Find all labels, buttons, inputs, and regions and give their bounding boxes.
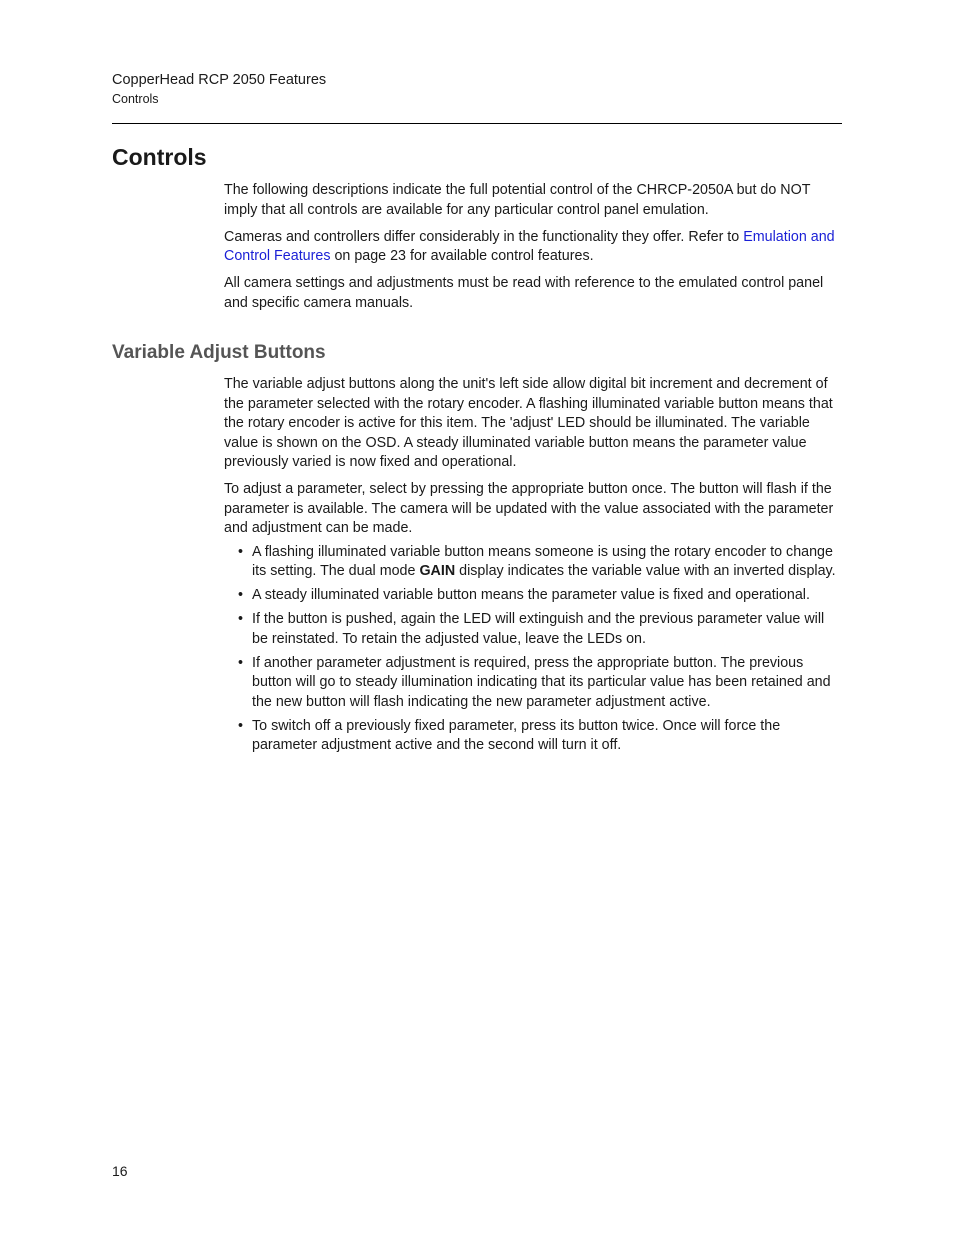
running-header-subtitle: Controls: [112, 92, 159, 106]
list-item: [224, 717, 844, 756]
header-divider: [112, 123, 842, 124]
list-item: [224, 610, 844, 649]
list-item: [224, 654, 844, 713]
bullet-text: To switch off a previously fixed parameter, press its button twice. Once will force the parameter adjustment active and the second will turn it off.: [252, 717, 781, 753]
emulation-control-features-link[interactable]: Emulation and Control Features: [224, 228, 835, 264]
reference-text-pre: Cameras and controllers differ considerably in the functionality they offer. Refer to: [224, 228, 744, 245]
page-number: 16: [112, 1163, 128, 1179]
intro-paragraph: The following descriptions indicate the full potential control of the CHRCP-2050A but do NOT imply that all controls are available for any particular control panel emulation.: [224, 182, 811, 218]
bullet-marker: •: [238, 587, 244, 603]
settings-paragraph: All camera settings and adjustments must be read with reference to the emulated control panel and specific camera manuals.: [224, 275, 824, 311]
variable-buttons-paragraph: The variable adjust buttons along the unit's left side allow digital bit increment and decrement of the parameter selected with the rotary encoder. A flashing illuminated variable button means that the rotary encoder is active for this item. The 'adjust' LED should be illuminated. The variable value is shown on the OSD. A steady illuminated variable button means the parameter value previously varied is now fixed and operational.: [224, 376, 833, 470]
section-body: [224, 181, 844, 321]
running-header-title: CopperHead RCP 2050 Features: [112, 72, 327, 88]
adjust-parameter-paragraph: To adjust a parameter, select by pressing the appropriate button once. The button will flash if the parameter is available. The camera will be updated with the value associated with the parameter and adjustment can be made.: [224, 481, 834, 536]
reference-paragraph: [224, 228, 844, 267]
bullet-text: A steady illuminated variable button means the parameter value is fixed and operational.: [252, 587, 810, 603]
subsection-body: [224, 375, 844, 760]
bullet-list: [224, 543, 844, 756]
gain-label: GAIN: [419, 563, 456, 579]
list-item: [224, 586, 844, 606]
bullet-text: If the button is pushed, again the LED will extinguish and the previous parameter value will be reinstated. To retain the adjusted value, leave the LEDs on.: [252, 611, 825, 647]
bullet-marker: •: [238, 717, 244, 734]
section-heading: Controls: [112, 144, 207, 170]
subsection-heading: Variable Adjust Buttons: [112, 342, 326, 363]
bullet-text: A flashing illuminated variable button means someone is using the rotary encoder to change its setting. The dual mode: [252, 543, 833, 579]
bullet-marker: •: [238, 611, 244, 627]
bullet-marker: •: [238, 654, 244, 671]
reference-text-post: on page 23 for available control features.: [330, 248, 594, 264]
list-item: [224, 543, 844, 582]
bullet-text: display indicates the variable value with an inverted display.: [455, 563, 836, 579]
bullet-text: If another parameter adjustment is required, press the appropriate button. The previous button will go to steady illumination indicating that its particular value has been retained and the new button will flash indicating the new parameter adjustment active.: [252, 654, 831, 710]
bullet-marker: •: [238, 543, 244, 560]
